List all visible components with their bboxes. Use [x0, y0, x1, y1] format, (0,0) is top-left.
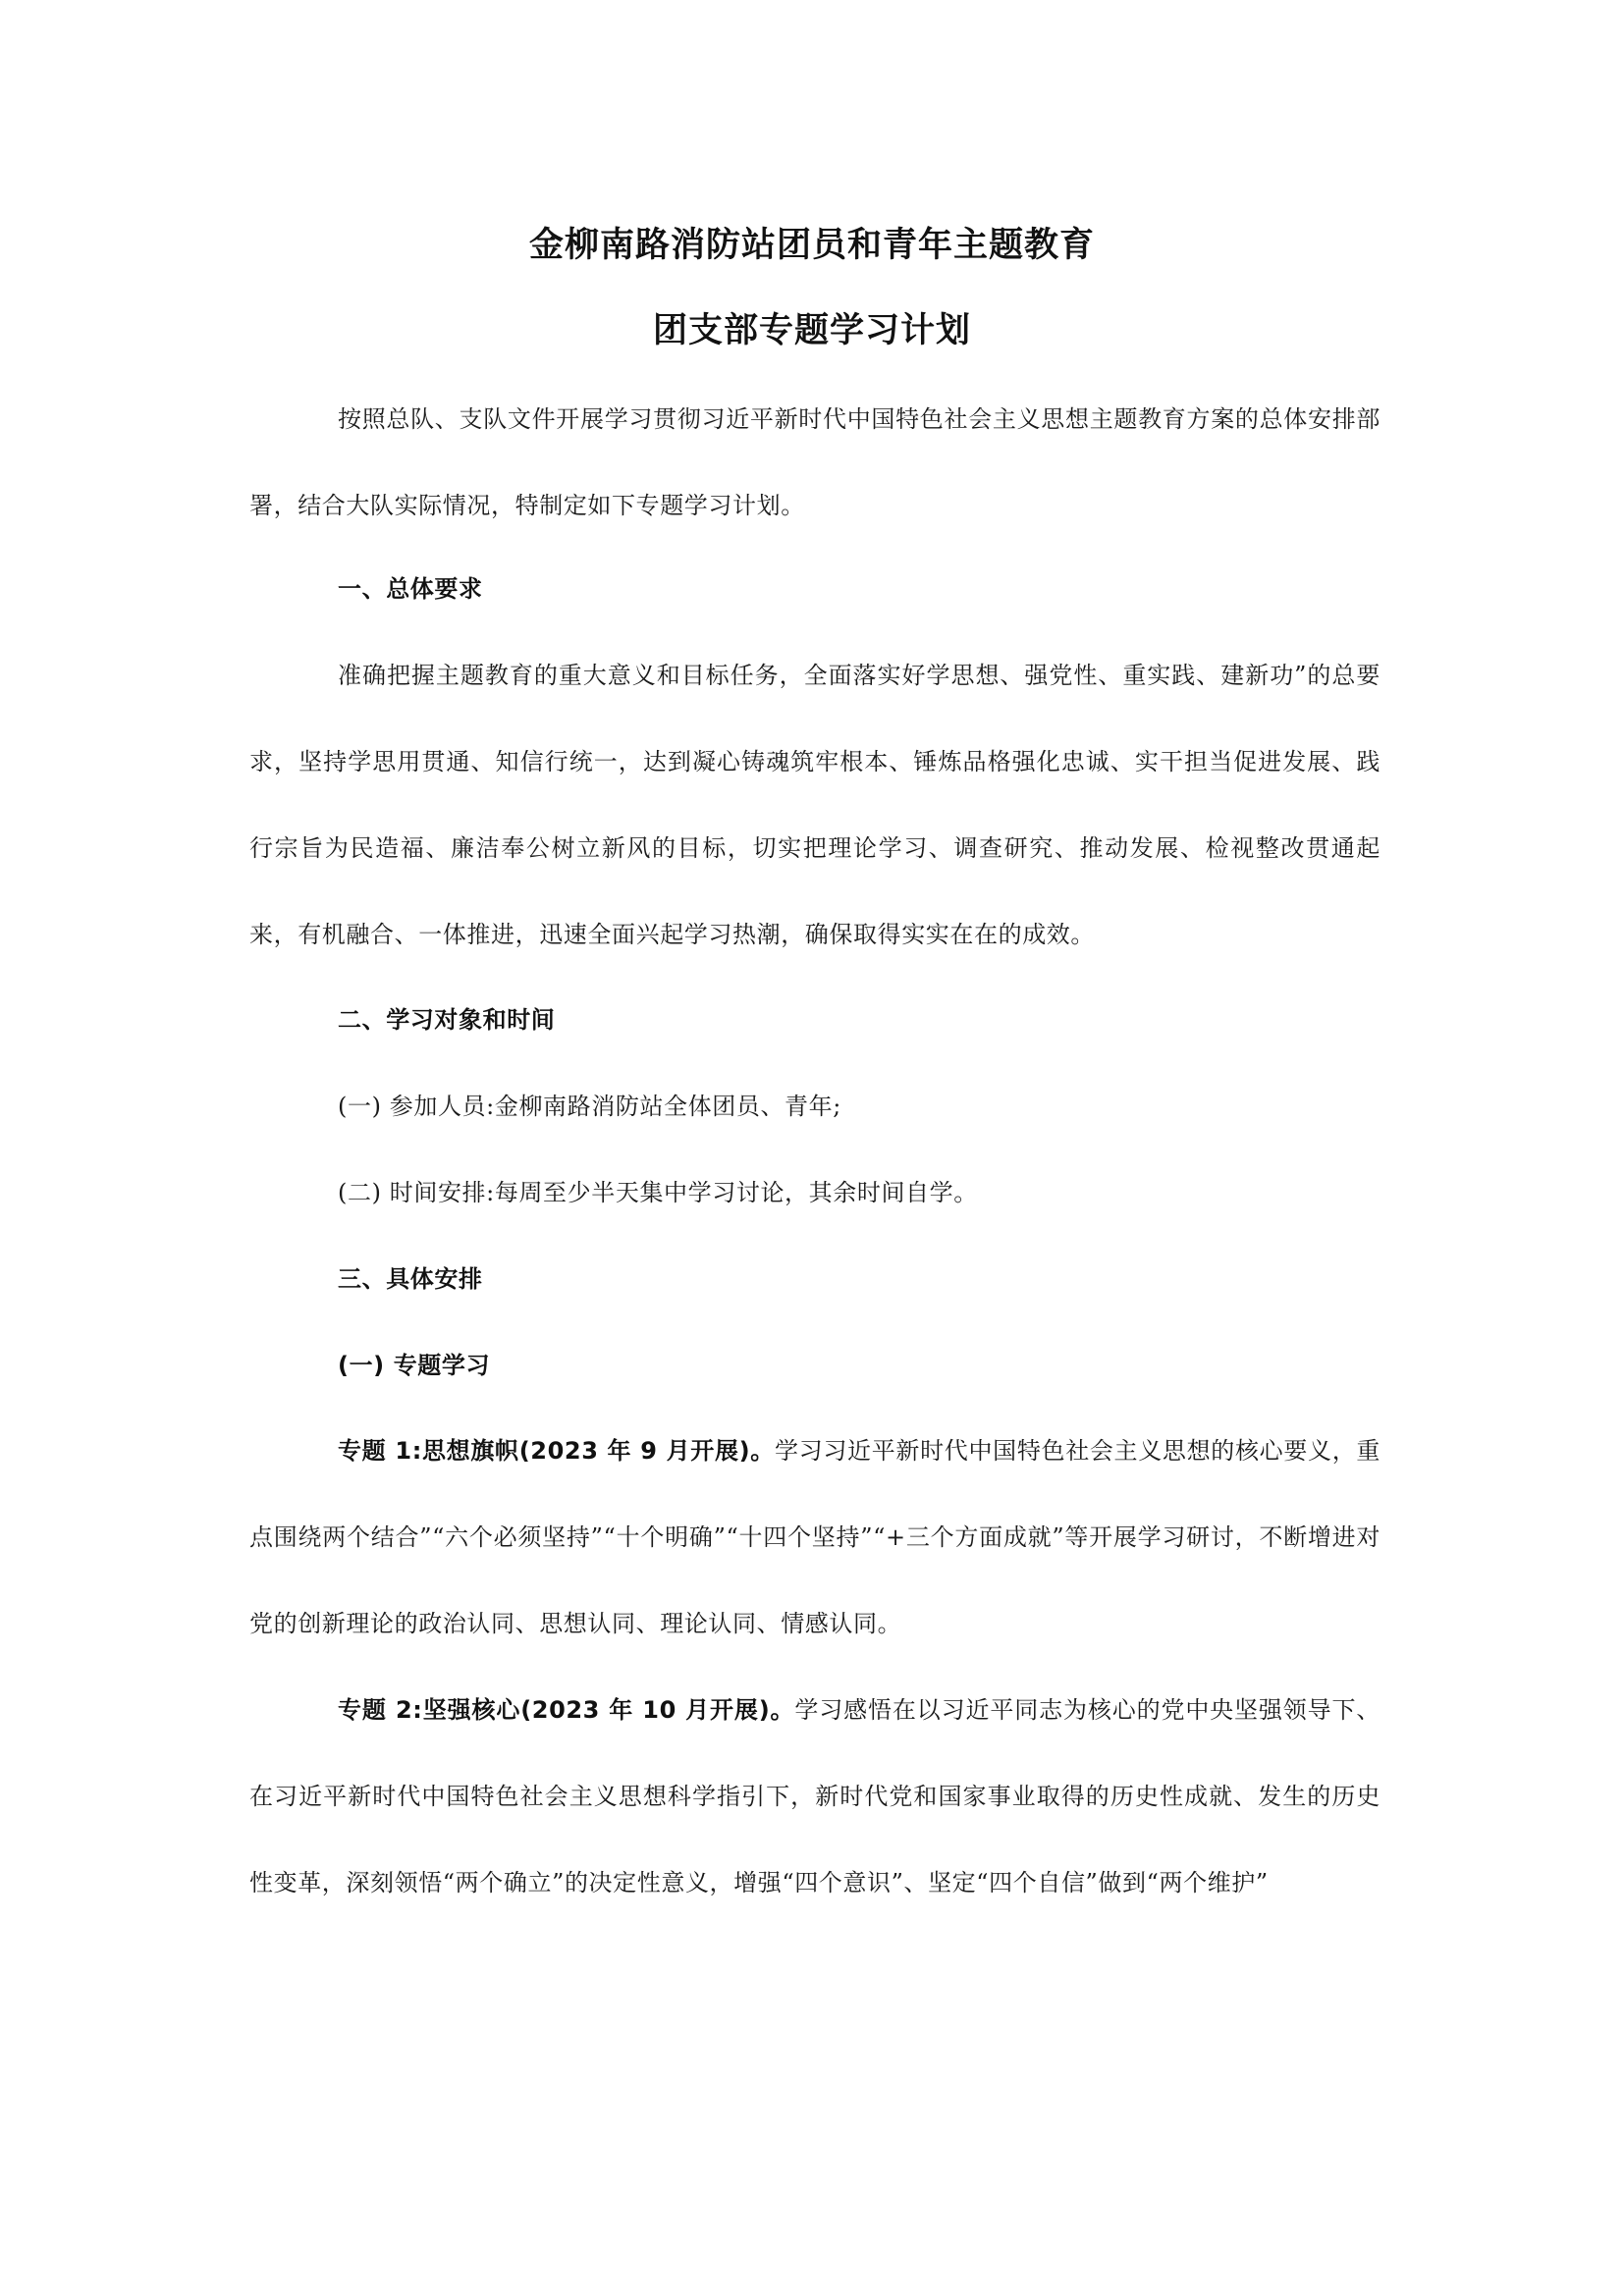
- topic2-label: 专题 2:坚强核心(2023 年 10 月开展)。: [338, 1696, 795, 1724]
- section2-item-participants: (一) 参加人员:金柳南路消防站全体团员、青年;: [338, 1093, 841, 1120]
- section1-heading: 一、总体要求: [338, 575, 483, 603]
- topic1-label: 专题 1:思想旗帜(2023 年 9 月开展)。: [338, 1437, 775, 1465]
- section2-heading: 二、学习对象和时间: [338, 1006, 556, 1034]
- section2-item-schedule: (二) 时间安排:每周至少半天集中学习讨论，其余时间自学。: [338, 1179, 978, 1206]
- section3-subheading: (一) 专题学习: [338, 1352, 491, 1379]
- section3-heading: 三、具体安排: [338, 1265, 483, 1293]
- topic2-paragraph: [249, 1667, 1380, 1926]
- topic1-paragraph: [249, 1408, 1380, 1667]
- topic1-body: 学习习近平新时代中国特色社会主义思想的核心要义，重点围绕两个结合”“六个必须坚持”“十个明确”“十四个坚持”“+三个方面成就”等开展学习研讨，不断增进对党的创新理论的政治认同、思想认同、理论认同、情感认同。: [249, 1437, 1380, 1637]
- topic2-body: 学习感悟在以习近平同志为核心的党中央坚强领导下、在习近平新时代中国特色社会主义思想科学指引下，新时代党和国家事业取得的历史性成就、发生的历史性变革，深刻领悟“两个确立”的决定性意义，增强“四个意识”、坚定“四个自信”做到“两个维护”: [249, 1696, 1380, 1896]
- document-title-line2: 团支部专题学习计划: [652, 311, 971, 350]
- section1-body: 准确把握主题教育的重大意义和目标任务，全面落实好学思想、强党性、重实践、建新功”的总要求，坚持学思用贯通、知信行统一，达到凝心铸魂筑牢根本、锤炼品格强化忠诚、实干担当促进发展、践行宗旨为民造福、廉洁奉公树立新风的目标，切实把理论学习、调查研究、推动发展、检视整改贯通起来，有机融合、一体推进，迅速全面兴起学习热潮，确保取得实实在在的成效。: [249, 662, 1380, 948]
- intro-paragraph: 按照总队、支队文件开展学习贯彻习近平新时代中国特色社会主义思想主题教育方案的总体安排部署，结合大队实际情况，特制定如下专题学习计划。: [249, 405, 1380, 519]
- document-title-line1: 金柳南路消防站团员和青年主题教育: [528, 226, 1095, 265]
